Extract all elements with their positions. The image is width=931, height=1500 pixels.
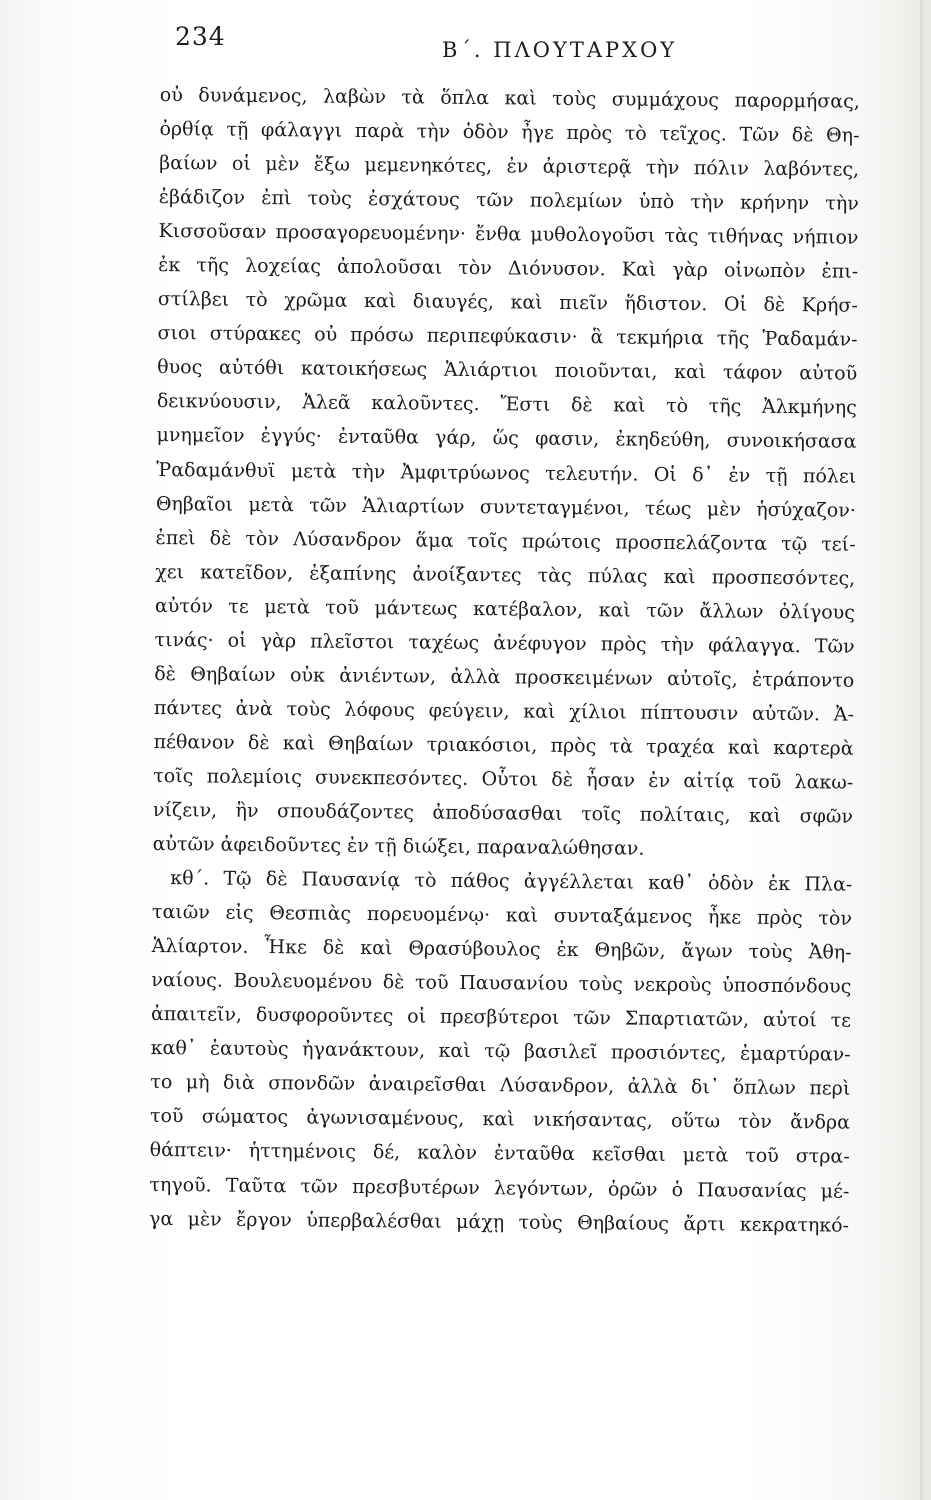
text-line: ναίους. Βουλευομένου δὲ τοῦ Παυσανίου τοὺς νεκροὺς ὑποσπόνδους (151, 969, 852, 998)
text-line: πάντες ἀνὰ τοὺς λόφους φεύγειν, καὶ χίλιοι πίπτουσιν αὐτῶν. Ἀ- (153, 696, 855, 726)
text-line: ταιῶν εἰς Θεσπιὰς πορευομένῳ· καὶ συνταξάμενος ἧκε πρὸς τὸν (151, 901, 853, 930)
text-line: οὐ δυνάμενος, λαβὼν τὰ ὅπλα καὶ τοὺς συμμάχους παρορμήσας, (159, 83, 860, 113)
text-line: σιοι στύρακες οὐ πρόσω περιπεφύκασιν· ἃ τεκμήρια τῆς Ῥαδαμάν- (157, 322, 858, 352)
text-line: ἐπεὶ δὲ τὸν Λύσανδρον ἅμα τοῖς πρώτοις προσπελάζοντα τῷ τεί- (155, 526, 856, 556)
text-line: στίλβει τὸ χρῶμα καὶ διαυγές, καὶ πιεῖν ἥδιστον. Οἱ δὲ Κρήσ- (157, 288, 858, 317)
text-line: θυος αὐτόθι κατοικήσεως Ἁλιάρτιοι ποιοῦνται, καὶ τάφον αὐτοῦ (157, 356, 858, 386)
text-line: βαίων οἱ μὲν ἔξω μεμενηκότες, ἐν ἀριστερᾷ τὴν πόλιν λαβόντες, (159, 152, 860, 181)
text-line: αὐτῶν ἀφειδοῦντες ἐν τῇ διώξει, παραναλώθησαν. (152, 832, 645, 860)
text-line: τοῖς πολεμίοις συνεκπεσόντες. Οὗτοι δὲ ἦσαν ἐν αἰτίᾳ τοῦ λακω- (153, 764, 854, 794)
text-line: Ἁλίαρτον. Ἧκε δὲ καὶ Θρασύβουλος ἐκ Θηβῶν, ἄγων τοὺς Ἀθη- (151, 935, 852, 964)
text-line: καθ᾽ ἑαυτοὺς ἠγανάκτουν, καὶ τῷ βασιλεῖ προσιόντες, ἐμαρτύραν- (150, 1037, 851, 1066)
chapter-start-line: κθ΄. Τῷ δὲ Παυσανίᾳ τὸ πάθος ἀγγέλλεται καθ᾽ ὁδὸν ἐκ Πλα- (170, 867, 853, 896)
body-text (149, 78, 860, 1242)
text-line: χει κατεῖδον, ἐξαπίνης ἀνοίξαντες τὰς πύλας καὶ προσπεσόντες, (155, 560, 856, 590)
text-line: γα μὲν ἔργον ὑπερβαλέσθαι μάχῃ τοὺς Θηβαίους ἄρτι κεκρατηκό- (148, 1207, 850, 1237)
text-line: αὐτόν τε μετὰ τοῦ μάντεως κατέβαλον, καὶ τῶν ἄλλων ὀλίγους (154, 594, 856, 624)
text-line: δεικνύουσιν, Ἀλεᾶ καλοῦντες. Ἔστι δὲ καὶ τὸ τῆς Ἀλκμήνης (156, 390, 857, 420)
text-line: τοῦ σώματος ἀγωνισαμένους, καὶ νικήσαντας, οὕτω τὸν ἄνδρα (149, 1105, 851, 1135)
text-line: ἐκ τῆς λοχείας ἀπολοῦσαι τὸν Διόνυσον. Καὶ γὰρ οἰνωπὸν ἐπι- (158, 254, 859, 283)
text-line: ἐβάδιζον ἐπὶ τοὺς ἐσχάτους τῶν πολεμίων ὑπὸ τὴν κρήνην τὴν (158, 186, 859, 215)
text-line: μνημεῖον ἐγγύς· ἐνταῦθα γάρ, ὥς φασιν, ἐκηδεύθη, συνοικήσασα (156, 424, 857, 454)
text-line: το μὴ διὰ σπονδῶν ἀναιρεῖσθαι Λύσανδρον, ἀλλὰ δι᾽ ὅπλων περὶ (150, 1071, 851, 1101)
text-line: τινάς· οἱ γὰρ πλεῖστοι ταχέως ἀνέφυγον πρὸς τὴν φάλαγγα. Τῶν (154, 628, 855, 658)
text-line: Κισσοῦσαν προσαγορευομένην· ἔνθα μυθολογοῦσι τὰς τιθήνας νήπιον (158, 220, 859, 249)
text-line: τηγοῦ. Ταῦτα τῶν πρεσβυτέρων λεγόντων, ὁρῶν ὁ Παυσανίας μέ- (149, 1173, 850, 1203)
text-line: Ῥαδαμάνθυϊ μετὰ τὴν Ἀμφιτρύωνος τελευτήν. Οἱ δ᾽ ἐν τῇ πόλει (156, 458, 857, 488)
page-edge-shadow (920, 0, 923, 1500)
text-line: πέθανον δὲ καὶ Θηβαίων τριακόσιοι, πρὸς τὰ τραχέα καὶ καρτερὰ (153, 730, 854, 760)
text-line: Θηβαῖοι μετὰ τῶν Ἁλιαρτίων συντεταγμένοι, τέως μὲν ἡσύχαζον· (155, 492, 856, 522)
text-line: ὀρθίᾳ τῇ φάλαγγι παρὰ τὴν ὁδὸν ἦγε πρὸς τὸ τεῖχος. Τῶν δὲ Θη- (159, 118, 860, 147)
text-line: νίζειν, ἣν σπουδάζοντες ἀποδύσασθαι τοῖς πολίταις, καὶ σφῶν (152, 798, 854, 828)
text-line: θάπτειν· ἡττημένοις δέ, καλὸν ἐνταῦθα κεῖσθαι μετὰ τοῦ στρα- (149, 1139, 850, 1169)
running-head: Β΄. ΠΛΟΥΤΑΡΧΟΥ (442, 38, 678, 62)
text-line: δὲ Θηβαίων οὐκ ἀνιέντων, ἀλλὰ προσκειμένων αὐτοῖς, ἐτράποντο (154, 662, 855, 692)
page-number: 234 (175, 22, 226, 51)
text-line: ἀπαιτεῖν, δυσφοροῦντες οἱ πρεσβύτεροι τῶν Σπαρτιατῶν, αὐτοί τε (150, 1003, 852, 1032)
